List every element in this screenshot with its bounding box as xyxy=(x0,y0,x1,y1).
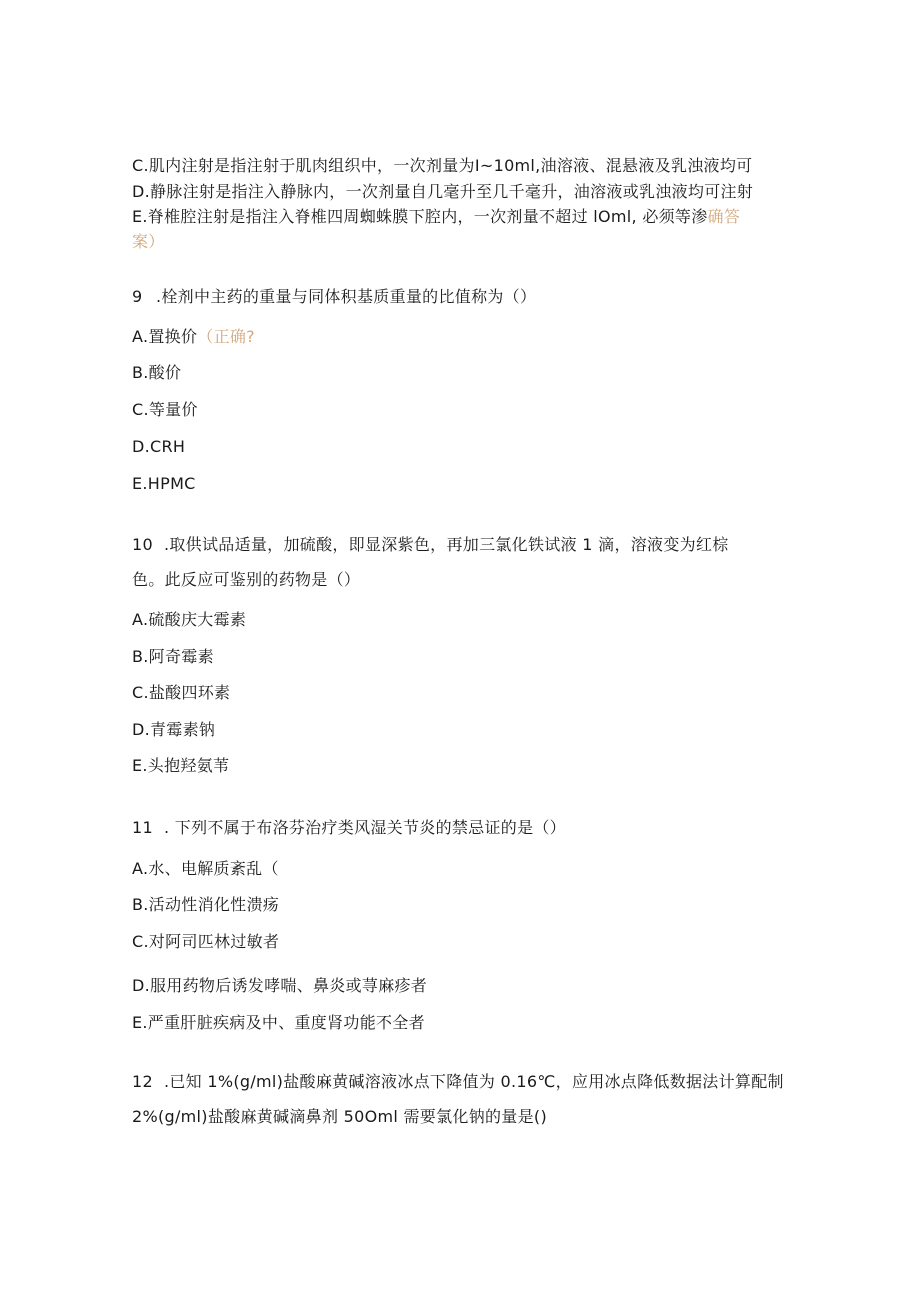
q9-option-c: C.等量价 xyxy=(132,400,198,419)
question-11-stem xyxy=(132,817,566,839)
q9-option-a xyxy=(132,326,255,348)
answer-hint: 确答 xyxy=(707,207,741,226)
q10-option-a: A.硫酸庆大霉素 xyxy=(132,610,247,629)
q10-option-d: D.青霉素钠 xyxy=(132,720,216,739)
question-number: 10 xyxy=(132,535,153,554)
q9-option-e: E.HPMC xyxy=(132,474,196,493)
option-text: A.置换价 xyxy=(132,327,198,346)
question-12-stem xyxy=(132,1071,784,1093)
question-number: 12 xyxy=(132,1072,153,1091)
question-text: . 下列不属于布洛芬治疗类风湿关节炎的禁忌证的是（） xyxy=(164,818,566,837)
question-text: .栓剂中主药的重量与同体积基质重量的比值称为（） xyxy=(156,287,537,306)
q10-option-e: E.头抱羟氨苇 xyxy=(132,756,230,775)
q11-option-e: E.严重肝脏疾病及中、重度肾功能不全者 xyxy=(132,1013,425,1032)
prev-option-e xyxy=(132,206,740,228)
question-text: .取供试品适量，加硫酸，即显深紫色，再加三氯化铁试液 1 滴，溶液变为红棕 xyxy=(164,535,729,554)
q11-option-d: D.服用药物后诱发哮喘、鼻炎或荨麻疹者 xyxy=(132,976,428,995)
question-number: 9 xyxy=(132,287,143,306)
question-10-stem-cont: 色。此反应可鉴别的药物是（） xyxy=(132,570,361,589)
q11-option-c: C.对阿司匹林过敏者 xyxy=(132,932,280,951)
answer-hint: （正确? xyxy=(197,327,255,346)
prev-option-c: C.肌内注射是指注射于肌肉组织中，一次剂量为I~10ml,油溶液、混悬液及乳浊液均可 xyxy=(132,156,753,175)
q9-option-d: D.CRH xyxy=(132,437,186,456)
question-text: .已知 1%(g∕ml)盐酸麻黄碱溶液冰点下降值为 0.16℃，应用冰点降低数据法计算配制 xyxy=(164,1072,784,1091)
prev-option-e-text: E.脊椎腔注射是指注入脊椎四周蜘蛛膜下腔内，一次剂量不超过 lOml, 必须等渗 xyxy=(132,207,708,226)
answer-hint-continued xyxy=(132,231,165,253)
answer-hint-tail: 案） xyxy=(132,232,165,251)
q11-option-b: B.活动性消化性溃疡 xyxy=(132,895,280,914)
q11-option-a: A.水、电解质紊乱（ xyxy=(132,859,279,878)
prev-option-d: D.静脉注射是指注入静脉内，一次剂量自几毫升至几千毫升，油溶液或乳浊液均可注射 xyxy=(132,182,754,201)
question-number: 11 xyxy=(132,818,153,837)
question-9-stem xyxy=(132,286,536,308)
q9-option-b: B.酸价 xyxy=(132,363,182,382)
q10-option-b: B.阿奇霉素 xyxy=(132,647,214,666)
question-12-stem-cont: 2%(g∕ml)盐酸麻黄碱滴鼻剂 50Oml 需要氯化钠的量是() xyxy=(132,1107,547,1126)
q10-option-c: C.盐酸四环素 xyxy=(132,683,231,702)
question-10-stem xyxy=(132,534,729,556)
